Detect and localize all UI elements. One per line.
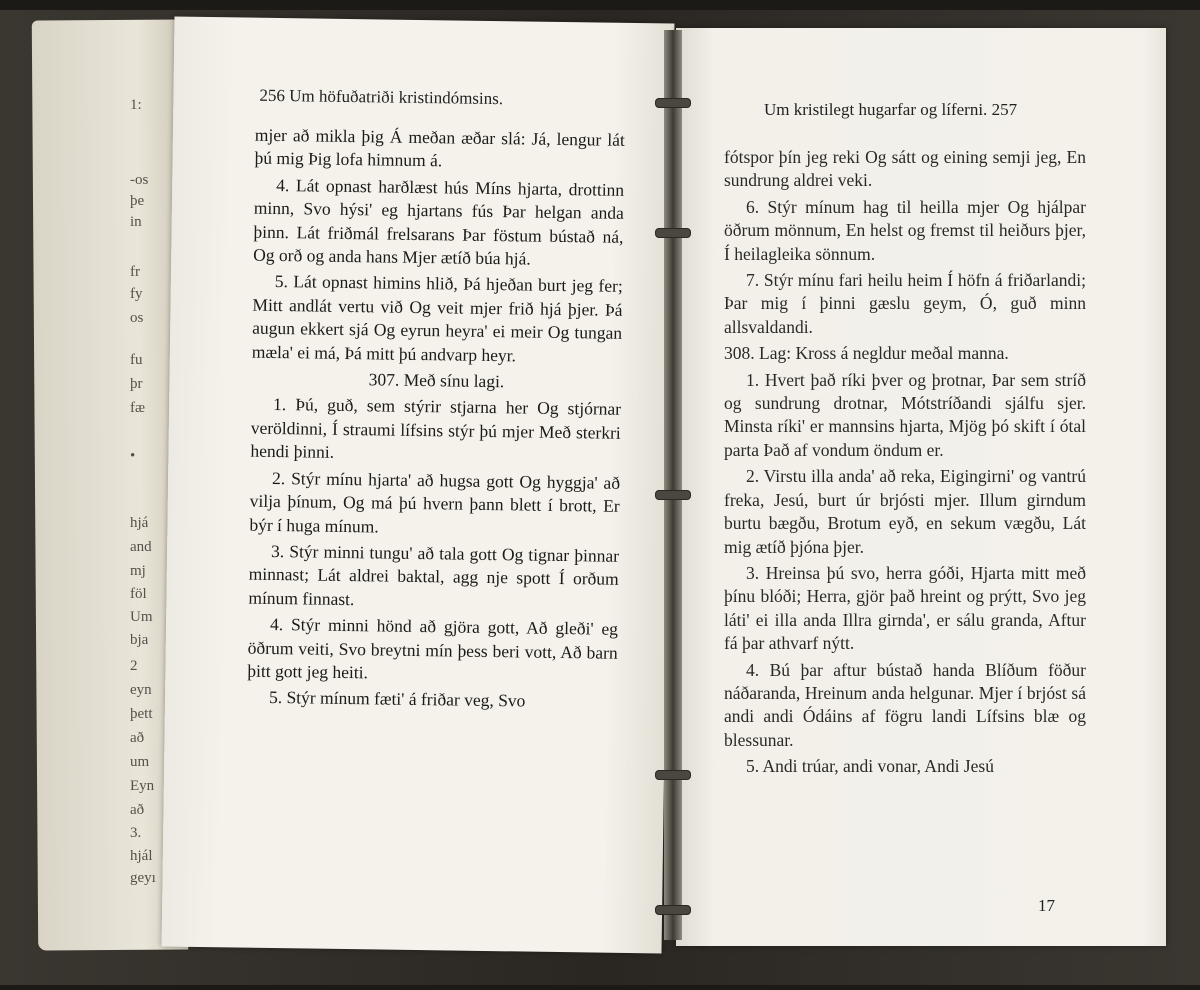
right-page-body <box>724 146 1086 782</box>
book-gutter <box>664 30 682 940</box>
right-page <box>676 28 1166 946</box>
verse: 3. Stýr minni tungu' að tala gott Og tignar þinnar minnast; Lát aldrei baktal, agg nje spott Í orðum mínum finnast. <box>248 540 620 609</box>
paragraph: 6. Stýr mínum hag til heilla mjer Og hjálpar öðrum mönnum, En helst og fremst til heiðurs þjer, Í heilagleika sönnum. <box>724 196 1086 264</box>
right-page-header <box>764 100 1017 120</box>
paragraph: 5. Lát opnast himins hlið, Þá hjeðan burt jeg fer; Mitt andlát vertu við Og veit mjer frið hjá þjer. Þá augun ekkert sjá Og eyrun heyra' ei meir Og tungan mæla' ei má, Þá mitt þú andvarp heyr. <box>251 271 623 366</box>
bleed-line: hjál <box>130 848 153 864</box>
bleed-line: Um <box>130 609 153 625</box>
bleed-line: geyı <box>130 870 156 886</box>
bleed-line: föl <box>130 586 147 602</box>
left-page-header <box>259 86 503 109</box>
binding-stitch <box>655 490 691 500</box>
bleed-line: and <box>130 539 152 555</box>
paragraph: 7. Stýr mínu fari heilu heim Í höfn á friðarlandi; Þar mig í þinni gæslu geym, Ó, guð minn allsvaldandi. <box>724 270 1086 337</box>
bleed-line: fu <box>130 352 143 368</box>
verse: 1. Þú, guð, sem stýrir stjarna her Og stjórnar veröldinni, Í straumi lífsins stýr þú mjer Með sterkri hendi þinni. <box>250 394 622 463</box>
verse: 5. Andi trúar, andi vonar, Andi Jesú <box>746 756 994 777</box>
verse: 4. Bú þar aftur bústað handa Blíðum föður náðaranda, Hreinum anda helgunar. Mjer í brjóst sá andi andi Ódáins af fögru landi Lífsins blæ og blessunar. <box>724 659 1086 750</box>
left-page-number: 256 <box>259 85 286 106</box>
verse: 5. Stýr mínum fæti' á friðar veg, Svo <box>268 687 526 711</box>
bleed-line: fæ <box>130 400 145 416</box>
bleed-line: þe <box>130 193 145 209</box>
bleed-line: mj <box>130 563 146 579</box>
left-page <box>162 17 675 954</box>
left-running-title: Um höfuðatriði kristindómsins. <box>289 86 504 109</box>
right-running-title: Um kristilegt hugarfar og líferni. <box>764 100 988 119</box>
bleed-line: hjá <box>130 515 149 531</box>
hymn-308-title: 308. Lag: Kross á negldur meðal manna. <box>724 343 1009 364</box>
bleed-line: 2 <box>130 658 138 674</box>
left-page-body <box>247 124 625 718</box>
verse: 1. Hvert það ríki þver og þrotnar, Þar sem stríð og sundrung drotnar, Mótstríðandi sjálfu sjer. Minsta ríki' er mannsins hjarta, Mjög þó skift í ótal parta Það af vondum öndum er. <box>724 369 1086 460</box>
paragraph: 4. Lát opnast harðlæst hús Míns hjarta, drottinn minn, Svo hýsi' eg hjartans fús Þar helgan anda þinn. Lát friðmál frelsarans Þar föstum bústað ná, Og orð og anda hans Mjer ætíð búa hjá. <box>253 174 625 269</box>
bleed-line: að <box>130 730 145 746</box>
hymn-307-title: 307. Með sínu lagi. <box>368 369 505 392</box>
bleed-line: -os <box>130 172 149 188</box>
verse: 2. Virstu illa anda' að reka, Eigingirni' og vantrú freka, Jesú, burt úr brjósti mjer. Illum girndum burtu bægðu, Brotum eyð, en sekum vægðu, Lát mig ætíð þjóna þjer. <box>724 466 1086 557</box>
verse: 2. Stýr mínu hjarta' að hugsa gott Og hyggja' að vilja þínum, Og má þú hvern þann blett í brott, Er býr í huga mínum. <box>249 467 621 536</box>
bleed-line: in <box>130 214 142 230</box>
binding-stitch <box>655 905 691 915</box>
binding-stitch <box>655 98 691 108</box>
binding-stitch <box>655 770 691 780</box>
signature-mark: 17 <box>1038 896 1055 915</box>
bleed-line: um <box>130 754 150 770</box>
bleed-line: • <box>130 448 136 464</box>
right-page-number: 257 <box>991 100 1018 119</box>
bleed-line: fy <box>130 286 143 302</box>
paragraph: mjer að mikla þig Á meðan æðar slá: Já, lengur lát þú mig Þig lofa himnum á. <box>254 124 625 171</box>
paragraph: fótspor þín jeg reki Og sátt og eining semji jeg, En sundrung aldrei veki. <box>724 147 1086 191</box>
bleed-line: þett <box>130 706 153 722</box>
verse: 4. Stýr minni hönd að gjöra gott, Að gleði' eg öðrum veiti, Svo breytni mín þess beri vott, Að barn þitt gott jeg heiti. <box>247 614 619 683</box>
bleed-line: 3. <box>130 825 142 841</box>
bleed-line: os <box>130 310 144 326</box>
bleed-line: fr <box>130 264 140 280</box>
bleed-line: Eyn <box>130 778 155 794</box>
verse: 3. Hreinsa þú svo, herra góði, Hjarta mitt með þínu blóði; Herra, gjör það hreint og prýtt, Svo jeg láti' ei illa anda Illra girnda', er sálu granda, Aftur fá þar athvarf nýtt. <box>724 562 1086 654</box>
bleed-line: eyn <box>130 682 152 698</box>
bleed-line: 1: <box>130 97 142 113</box>
binding-stitch <box>655 228 691 238</box>
bleed-line: að <box>130 802 145 818</box>
bleed-line: þr <box>130 376 143 392</box>
bleed-line: bja <box>130 632 149 648</box>
